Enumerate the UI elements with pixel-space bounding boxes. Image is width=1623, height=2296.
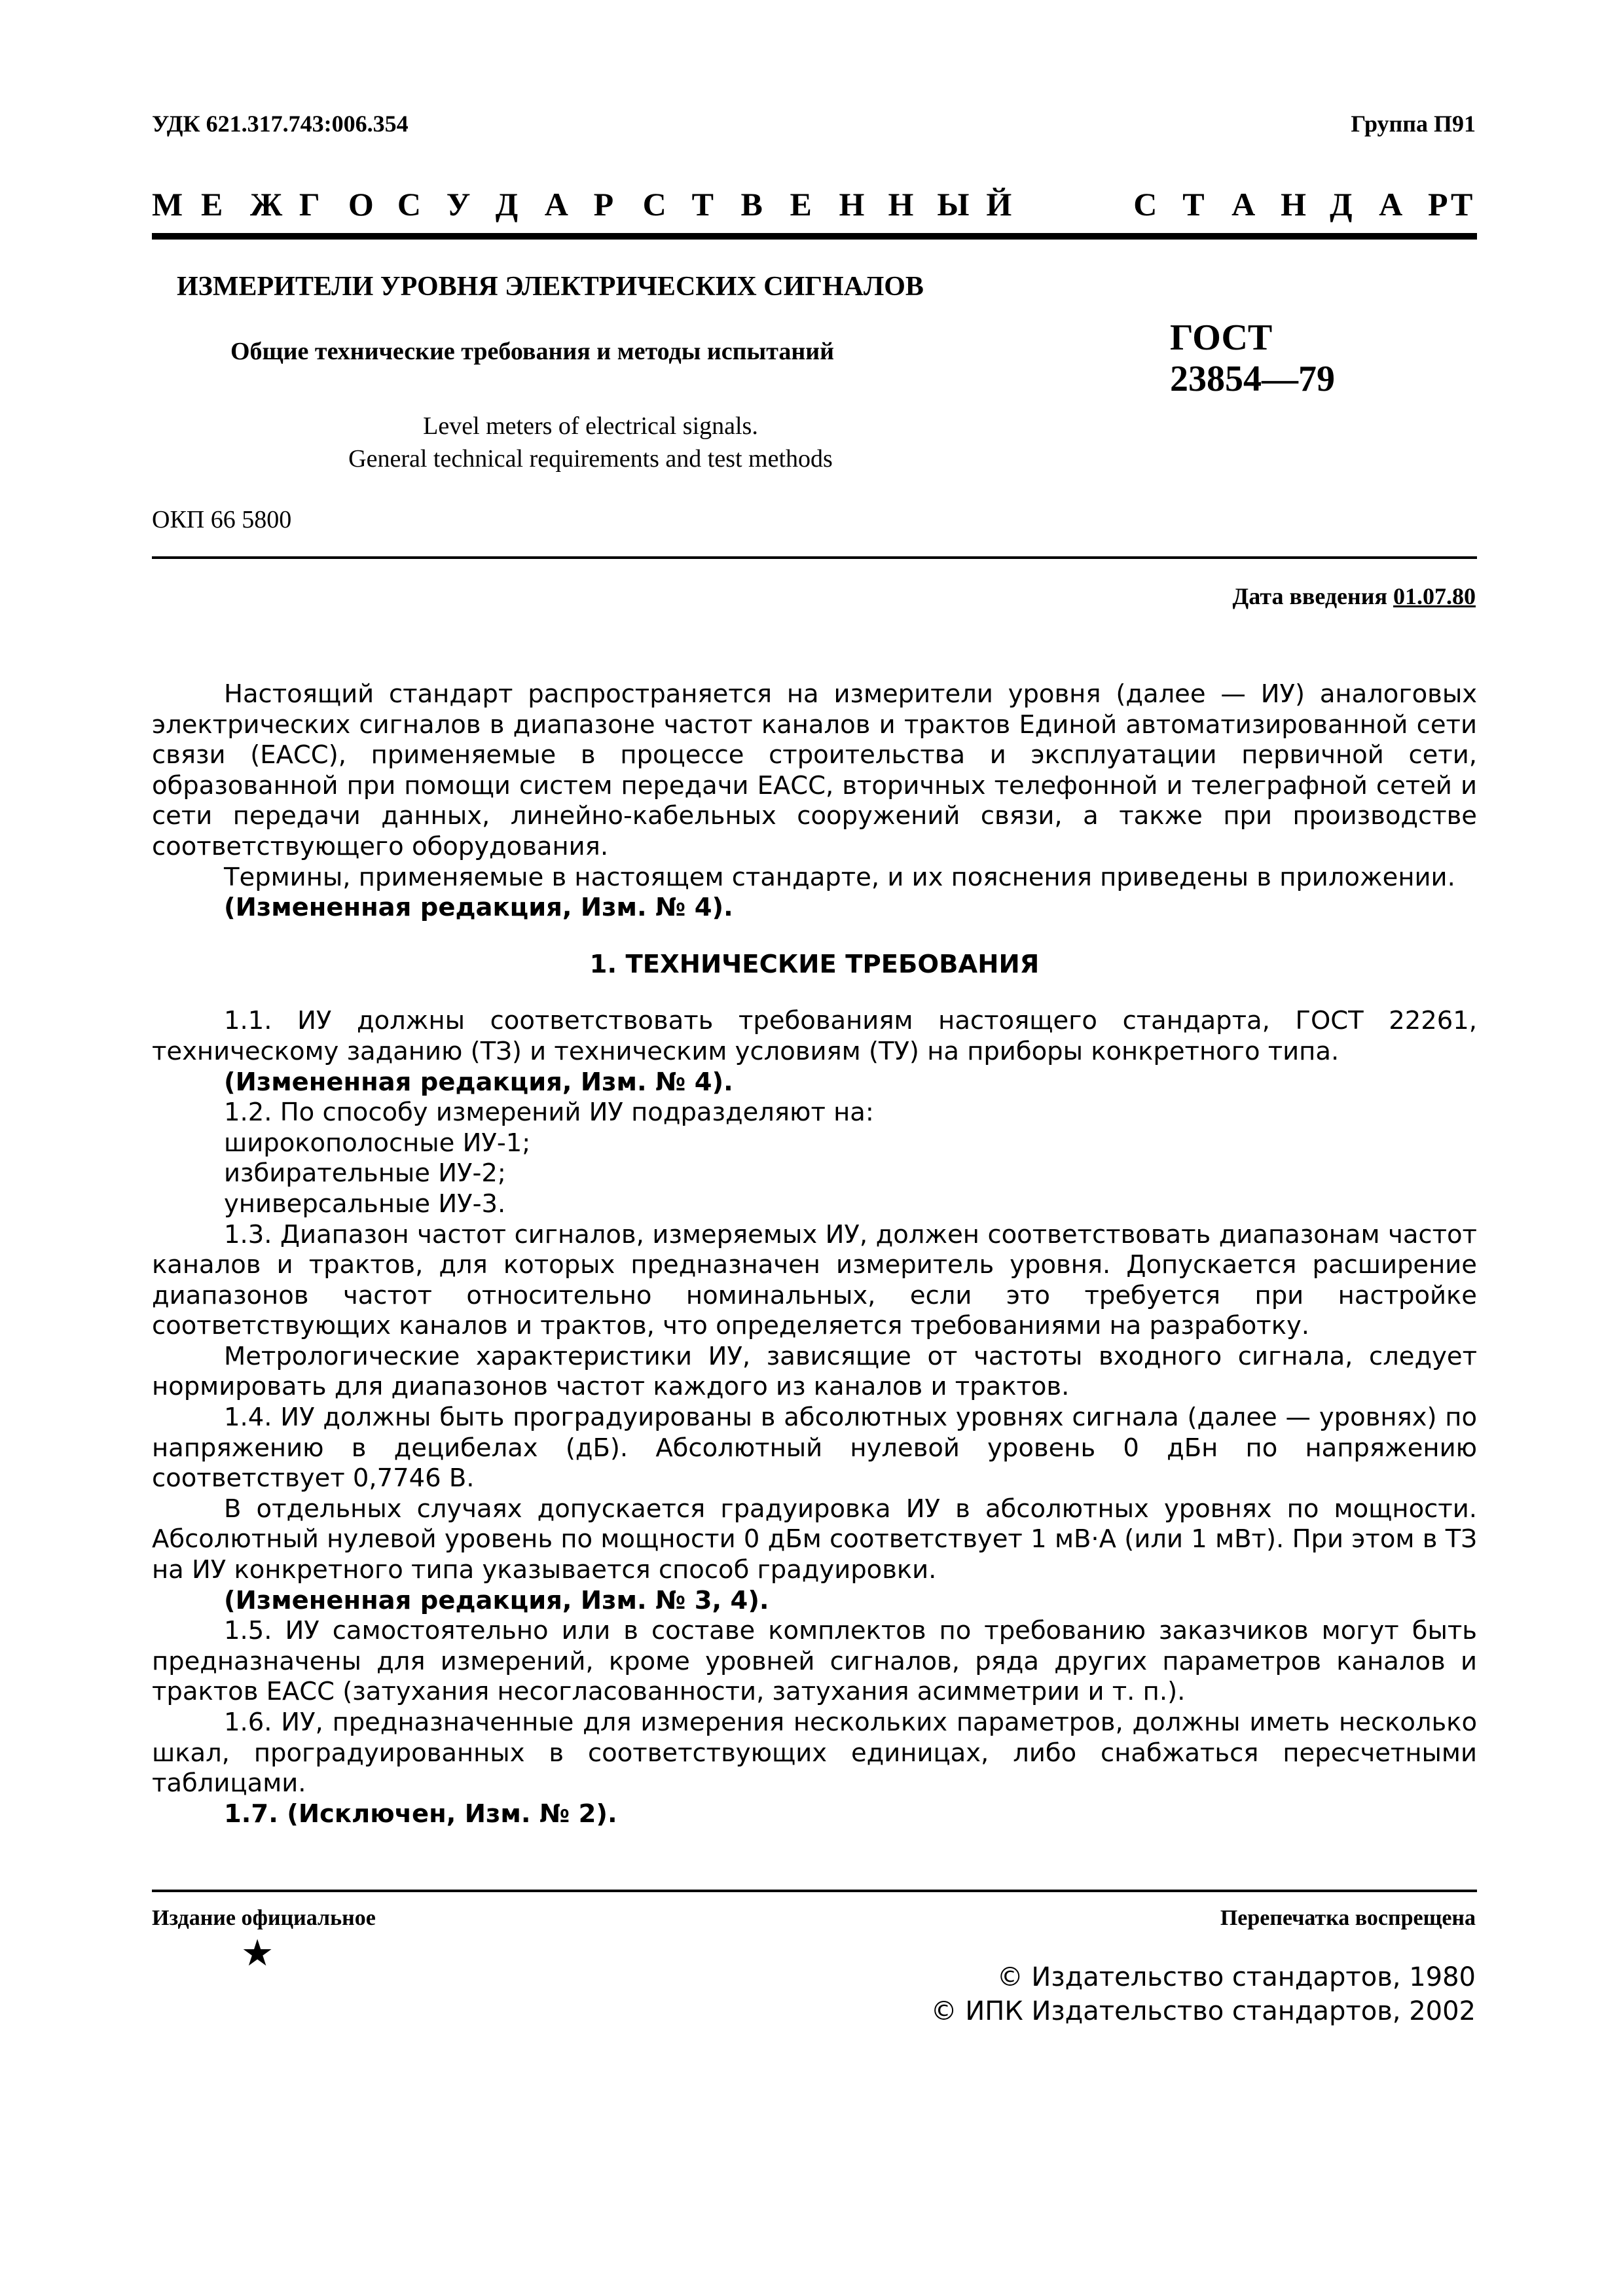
- gost-number: 23854—79: [1170, 358, 1335, 399]
- banner-letter: Н: [1281, 186, 1307, 223]
- banner-rule: [152, 233, 1477, 240]
- udc-code: УДК 621.317.743:006.354: [152, 111, 409, 137]
- amendment-note: (Измененная редакция, Изм. № 4).: [224, 1067, 733, 1097]
- banner-letter: Й: [986, 186, 1012, 223]
- english-title-line-2: General technical requirements and test methods: [348, 445, 833, 473]
- banner-letter: А: [1379, 186, 1403, 223]
- reprint-prohibited-label: Перепечатка воспрещена: [1220, 1906, 1476, 1930]
- banner-letter: Д: [1330, 186, 1353, 223]
- clause-1-2: 1.2. По способу измерений ИУ подразделяют на:: [224, 1098, 874, 1128]
- okp-code: ОКП 66 5800: [152, 506, 292, 533]
- copyright-line-2: © ИПК Издательство стандартов, 2002: [930, 1996, 1476, 2026]
- banner-letter: Г: [299, 186, 320, 223]
- clause-1-2-item: избирательные ИУ-2;: [224, 1158, 506, 1189]
- official-edition-label: Издание официальное: [152, 1906, 376, 1930]
- document-title: ИЗМЕРИТЕЛИ УРОВНЯ ЭЛЕКТРИЧЕСКИХ СИГНАЛОВ: [177, 272, 924, 302]
- copyright-block: [931, 1960, 1476, 2028]
- clause-1-4-continued: В отдельных случаях допускается градуировка ИУ в абсолютных уровнях по мощности. Абсолютный нулевой уровень по мощности 0 дБм соответствует 1 мВ·А (или 1 мВт). При этом в ТЗ на ИУ конкретного типа указывается способ градуировки.: [152, 1494, 1477, 1585]
- banner-letter: Н: [839, 186, 865, 223]
- banner-letter: А: [1231, 186, 1256, 223]
- terms-paragraph: Термины, применяемые в настоящем стандарте, и их пояснения приведены в приложении.: [224, 862, 1455, 892]
- banner-letter: Д: [495, 186, 519, 223]
- gost-designation: [1170, 317, 1340, 399]
- copyright-line-1: © Издательство стандартов, 1980: [996, 1962, 1476, 1992]
- banner-letter: Е: [200, 186, 223, 223]
- amendment-note: (Измененная редакция, Изм. № 3, 4).: [224, 1585, 769, 1615]
- clause-1-2-item: широкополосные ИУ-1;: [224, 1128, 531, 1158]
- section-heading: 1. ТЕХНИЧЕСКИЕ ТРЕБОВАНИЯ: [589, 949, 1040, 979]
- banner-letter: Ж: [249, 186, 283, 223]
- clause-1-3-continued: Метрологические характеристики ИУ, зависящие от частоты входного сигнала, следует нормировать для диапазонов частот каждого из каналов и трактов.: [152, 1341, 1477, 1402]
- clause-1-5: 1.5. ИУ самостоятельно или в составе комплектов по требованию заказчиков могут быть предназначены для измерений, кроме уровней сигналов, ряда других параметров каналов и трактов ЕАСС (затухания несогласованности, затухания асимметрии и т. п.).: [152, 1616, 1477, 1707]
- introduction-date: [1233, 583, 1476, 610]
- banner-letter: Т: [1451, 186, 1473, 223]
- gost-label: ГОСТ: [1170, 317, 1273, 358]
- banner-letter: Т: [1182, 186, 1205, 223]
- clause-1-4: 1.4. ИУ должны быть проградуированы в абсолютных уровнях сигнала (далее — уровнях) по напряжению в децибелах (дБ). Абсолютный нулевой уровень 0 дБн по напряжению соответствует 0,7746 В.: [152, 1403, 1477, 1494]
- footer-rule: [152, 1890, 1477, 1892]
- header-rule: [152, 556, 1477, 559]
- document-body: [152, 679, 1477, 1829]
- banner-letter: А: [544, 186, 568, 223]
- clause-1-3: 1.3. Диапазон частот сигналов, измеряемых ИУ, должен соответствовать диапазонам частот каналов и трактов, для которых предназначен измеритель уровня. Допускается расширение диапазонов частот относительно номинальных, если это требуется при настройке соответствующих каналов и трактов, что определяется требованиями на разработку.: [152, 1219, 1477, 1341]
- banner-letter: Р: [593, 186, 614, 223]
- clause-1-7: 1.7. (Исключен, Изм. № 2).: [224, 1799, 617, 1829]
- banner-letter: С: [397, 186, 421, 223]
- banner-letter: О: [348, 186, 374, 223]
- clause-1-1: 1.1. ИУ должны соответствовать требованиям настоящего стандарта, ГОСТ 22261, техническому заданию (ТЗ) и техническим условиям (ТУ) на приборы конкретного типа.: [152, 1006, 1477, 1066]
- banner-letter: У: [446, 186, 471, 223]
- banner-letter: В: [740, 186, 763, 223]
- group-code: Группа П91: [1351, 111, 1476, 137]
- introduction-date-value: 01.07.80: [1393, 583, 1476, 609]
- document-subtitle: Общие технические требования и методы испытаний: [230, 338, 835, 365]
- banner-letter: Ы: [937, 186, 970, 223]
- banner-letter: М: [152, 186, 183, 223]
- banner-letter: Р: [1428, 186, 1448, 223]
- banner-letter: С: [642, 186, 666, 223]
- banner-letter: Н: [888, 186, 914, 223]
- intro-paragraph: Настоящий стандарт распространяется на измерители уровня (далее — ИУ) аналоговых электрических сигналов в диапазоне частот каналов и трактов Единой автоматизированной сети связи (ЕАСС), применяемые в процессе строительства и эксплуатации первичной сети, образованной при помощи систем передачи ЕАСС, вторичных телефонной и телеграфной сетей и сети передачи данных, линейно-кабельных сооружений связи, а также при производстве соответствующего оборудования.: [152, 679, 1477, 861]
- english-title-line-1: Level meters of electrical signals.: [423, 412, 758, 440]
- banner-letter: Е: [790, 186, 812, 223]
- clause-1-6: 1.6. ИУ, предназначенные для измерения нескольких параметров, должны иметь несколько шкал, проградуированных в соответствующих единицах, либо снабжаться пересчетными таблицами.: [152, 1708, 1477, 1799]
- clause-1-2-item: универсальные ИУ-3.: [224, 1189, 506, 1219]
- english-title: [152, 410, 1029, 475]
- banner-letter: С: [1133, 186, 1158, 223]
- banner-letter: Т: [691, 186, 714, 223]
- introduction-date-label: Дата введения: [1232, 583, 1387, 609]
- amendment-note: (Измененная редакция, Изм. № 4).: [224, 893, 733, 923]
- star-icon: ★: [241, 1932, 274, 1975]
